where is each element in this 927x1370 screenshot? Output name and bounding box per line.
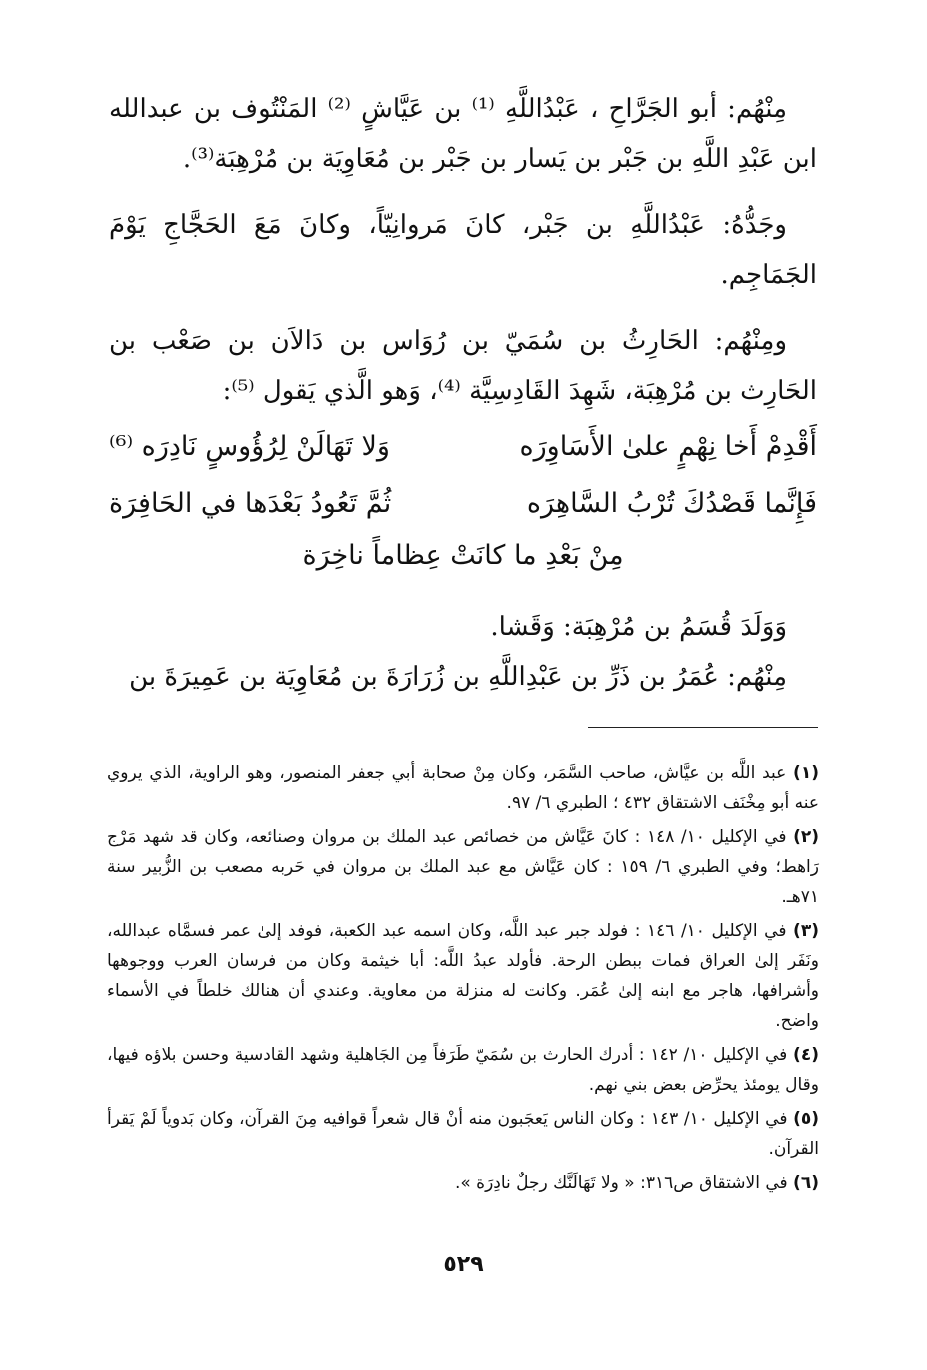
- footnote-text: في الإكليل ١٠/ ١٤٦ : فولد جبر عبد اللَّه، وكان اسمه عبد الكعبة، فوفد إلىٰ عمر فسمَّاه عبدالله، ونَفَر إلىٰ العراق فمات ببطن الرحة. فأولد عبدُ اللَّه: أبا خيثمة وكان من فرسان العرب ووجوهها وأشرافها، هاجر مع ابنه إلىٰ عُمَر. وكانت له منزلة من معاوية. وعندي أن هنالك خلطاً في الأسماء واضح.: [107, 921, 819, 1031]
- paragraph-4: وَوَلَدَ قُسَمُ بن مُرْهِبَة: وَقَشا.: [490, 612, 787, 642]
- page-number: ٥٢٩: [443, 1252, 484, 1277]
- footnote-text: في الإكليل ١٠/ ١٤٢ : أدرك الحارث بن سُمَيّ طَرَفاً مِن الجَاهلية وشهد القادسية وحسن بلاؤه فيها، وقال يومئذ يحرِّض بعض بني نهم.: [107, 1045, 819, 1095]
- footnote-number: (٤): [793, 1045, 819, 1065]
- verse-line-3: مِنْ بَعْدِ ما كانَتْ عِظاماً ناخِرَة: [302, 540, 624, 571]
- paragraph-2: وجَدُّهُ: عَبْدُاللَّهِ بن جَبْر، كانَ مَروانِيّاً، وكانَ مَعَ الحَجَّاجِ يَوْمَ الجَمَاجِم.: [109, 210, 817, 290]
- footnote-number: (٢): [793, 827, 820, 847]
- footnote-1: [107, 758, 819, 818]
- footnote-2: [107, 822, 819, 912]
- footnote-text: عبد اللَّه بن عيَّاش، صاحب السَّمَر، وكان مِنْ صحابة أبي جعفر المنصور، وهو الراوية، الذي يروي عنه أبو مِخْنَف الاشتقاق ٤٣٢ ؛ الطبري ٦/ ٩٧.: [107, 763, 819, 813]
- verse-line-1: [109, 420, 817, 473]
- paragraph-3: ومِنْهُم: الحَارِثُ بن سُمَيّ بن رُوَاس بن دَالاَن بن صَعْب بن الحَارِث بن مُرْهِبَة، شَهِدَ القَادِسِيَّة ⁽⁴⁾، وَهو الَّذي يَقول ⁽⁵⁾:: [109, 326, 817, 406]
- footnote-number: (١): [793, 763, 819, 783]
- footnote-4: [107, 1040, 819, 1100]
- footnote-text: في الإكليل ١٠/ ١٤٣ : وكان الناس يَعجَبون منه أنْ قال شعراً قوافيه مِنَ القرآن، وكان بَدوياً لَمْ يَقرأ القرآن.: [107, 1109, 819, 1159]
- main-text: [109, 84, 817, 702]
- footnote-text: في الإكليل ١٠/ ١٤٨ : كانَ عَيَّاش من خصائص عبد الملك بن مروان وصنائعه، وكان قد شهد مَرْج رَاهط؛ وفي الطبري ٦/ ١٥٩ : كان عَيَّاش مع عبد الملك بن مروان في حَربه مصعب بن الزُّبير سنة ٧١هـ.: [107, 827, 819, 907]
- footnotes: [107, 758, 819, 1202]
- spacer: [109, 582, 817, 602]
- verse-2-second-hemistich: ثُمَّ تَعُودُ بَعْدَها في الحَافِرَة: [109, 488, 392, 519]
- footnote-6: [107, 1168, 819, 1198]
- verse-line-2: [109, 477, 817, 530]
- footnote-separator: [588, 727, 818, 728]
- footnote-number: (٥): [793, 1109, 820, 1129]
- verse-1-second-hemistich: وَلا تَهَالَنْ لِرُؤُوسٍ نَادِرَه ⁽⁶⁾: [109, 431, 390, 462]
- footnote-5: [107, 1104, 819, 1164]
- verse-1-first-hemistich: أَقْدِمْ أَخا نِهْمٍ علىٰ الأَسَاوِرَه: [519, 431, 817, 462]
- footnote-text: في الاشتقاق ص٣١٦: « ولا تَهَالَنَّك رجلٌ نادِرَة ».: [454, 1173, 788, 1193]
- footnote-3: [107, 916, 819, 1036]
- footnote-number: (٣): [793, 921, 819, 941]
- verse-2-first-hemistich: فَإِنَّما قَصْدُكَ تُرْبُ السَّاهِرَه: [526, 488, 817, 519]
- footnote-number: (٦): [793, 1173, 819, 1193]
- paragraph-5: مِنْهُم: عُمَرُ بن ذَرِّ بن عَبْدِاللَّهِ بن زُرَارَةَ بن مُعَاوِيَة بن عَمِيرَةَ بن: [129, 662, 787, 692]
- paragraph-1: مِنْهُم: أبو الجَرَّاحِ ، عَبْدُاللَّهِ ⁽¹⁾ بن عَيَّاشٍ ⁽²⁾ المَنْتُوف بن عبدالله ابن عَبْدِ اللَّهِ بن جَبْر بن يَسار بن جَبْر بن مُعَاوِيَة بن مُرْهِبَة⁽³⁾.: [109, 94, 817, 174]
